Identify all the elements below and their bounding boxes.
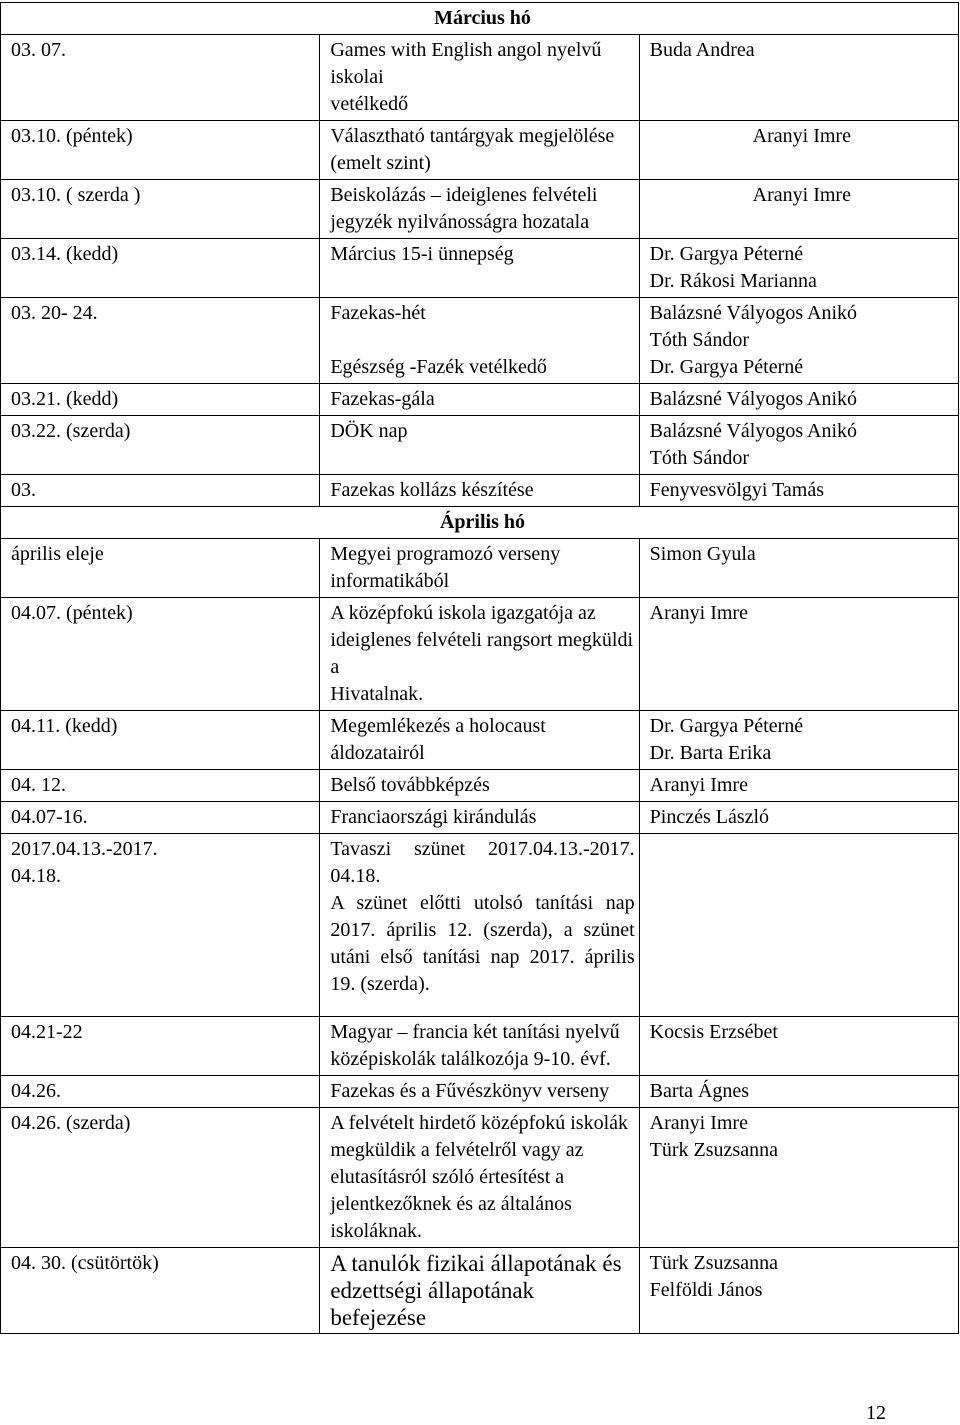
table-row (1, 1108, 959, 1248)
table-row (1, 180, 959, 239)
date-cell: 04.07-16. (1, 802, 320, 834)
person-cell: Balázsné Vályogos Anikó Tóth Sándor Dr. Gargya Péterné (639, 298, 958, 384)
date-cell: 03. 20- 24. (1, 298, 320, 384)
event-cell: A középfokú iskola igazgatója az ideiglenes felvételi rangsort megküldi a Hivatalnak. (320, 598, 639, 711)
schedule-table (0, 2, 959, 1334)
page-number: 12 (866, 1402, 886, 1424)
event-cell: Magyar – francia két tanítási nyelvű középiskolák találkozója 9-10. évf. (320, 1017, 639, 1076)
date-cell: április eleje (1, 539, 320, 598)
table-row (1, 711, 959, 770)
date-cell: 03.10. (péntek) (1, 121, 320, 180)
date-cell: 03.14. (kedd) (1, 239, 320, 298)
event-cell: Belső továbbképzés (320, 770, 639, 802)
person-cell: Buda Andrea (639, 35, 958, 121)
table-row (1, 1076, 959, 1108)
person-cell: Dr. Gargya Péterné Dr. Rákosi Marianna (639, 239, 958, 298)
table-row (1, 239, 959, 298)
table-row (1, 598, 959, 711)
table-row (1, 834, 959, 1017)
person-cell: Balázsné Vályogos Anikó Tóth Sándor (639, 416, 958, 475)
date-cell: 04.21-22 (1, 1017, 320, 1076)
event-cell: Franciaországi kirándulás (320, 802, 639, 834)
person-cell: Türk Zsuzsanna Felföldi János (639, 1248, 958, 1334)
date-cell: 03.21. (kedd) (1, 384, 320, 416)
event-cell: DÖK nap (320, 416, 639, 475)
date-cell: 03.22. (szerda) (1, 416, 320, 475)
table-row (1, 539, 959, 598)
table-row (1, 384, 959, 416)
event-cell: Beiskolázás – ideiglenes felvételi jegyzék nyilvánosságra hozatala (320, 180, 639, 239)
date-cell: 03.10. ( szerda ) (1, 180, 320, 239)
person-cell: Fenyvesvölgyi Tamás (639, 475, 958, 507)
date-cell: 03. 07. (1, 35, 320, 121)
person-cell: Kocsis Erzsébet (639, 1017, 958, 1076)
table-row (1, 416, 959, 475)
section-header-row (1, 3, 959, 35)
event-cell: A tanulók fizikai állapotának és edzettségi állapotának befejezése (320, 1248, 639, 1334)
table-row (1, 1248, 959, 1334)
person-cell: Dr. Gargya Péterné Dr. Barta Erika (639, 711, 958, 770)
person-cell: Simon Gyula (639, 539, 958, 598)
person-cell: Aranyi Imre (639, 121, 958, 180)
event-cell: Fazekas és a Fűvészkönyv verseny (320, 1076, 639, 1108)
person-cell (639, 834, 958, 1017)
event-cell: A felvételt hirdető középfokú iskolák megküldik a felvételről vagy az elutasításról szóló értesítést a jelentkezőknek és az általános iskoláknak. (320, 1108, 639, 1248)
person-cell: Aranyi Imre (639, 770, 958, 802)
event-cell: Fazekas-hét Egészség -Fazék vetélkedő (320, 298, 639, 384)
event-cell: Games with English angol nyelvű iskolai vetélkedő (320, 35, 639, 121)
date-cell: 03. (1, 475, 320, 507)
person-cell: Balázsné Vályogos Anikó (639, 384, 958, 416)
date-cell: 04. 12. (1, 770, 320, 802)
date-cell: 2017.04.13.-2017. 04.18. (1, 834, 320, 1017)
person-cell: Aranyi Imre (639, 180, 958, 239)
date-cell: 04.11. (kedd) (1, 711, 320, 770)
person-cell: Pinczés László (639, 802, 958, 834)
date-cell: 04. 30. (csütörtök) (1, 1248, 320, 1334)
event-cell: Fazekas-gála (320, 384, 639, 416)
event-cell: Megyei programozó verseny informatikából (320, 539, 639, 598)
table-row (1, 298, 959, 384)
date-cell: 04.07. (péntek) (1, 598, 320, 711)
table-row (1, 1017, 959, 1076)
table-row (1, 802, 959, 834)
section-title-april: Április hó (1, 507, 959, 539)
table-row (1, 770, 959, 802)
person-cell: Aranyi Imre Türk Zsuzsanna (639, 1108, 958, 1248)
table-row (1, 475, 959, 507)
table-row (1, 35, 959, 121)
date-cell: 04.26. (1, 1076, 320, 1108)
event-cell: Fazekas kollázs készítése (320, 475, 639, 507)
event-cell: Megemlékezés a holocaust áldozatairól (320, 711, 639, 770)
person-cell: Barta Ágnes (639, 1076, 958, 1108)
table-row (1, 121, 959, 180)
section-header-row (1, 507, 959, 539)
person-cell: Aranyi Imre (639, 598, 958, 711)
date-cell: 04.26. (szerda) (1, 1108, 320, 1248)
event-cell: Tavaszi szünet 2017.04.13.-2017. 04.18. A szünet előtti utolsó tanítási nap 2017. április 12. (szerda), a szünet utáni első tanítási nap 2017. április 19. (szerda). (320, 834, 639, 1017)
event-cell: Március 15-i ünnepség (320, 239, 639, 298)
event-cell: Választható tantárgyak megjelölése (emelt szint) (320, 121, 639, 180)
section-title-march: Március hó (1, 3, 959, 35)
